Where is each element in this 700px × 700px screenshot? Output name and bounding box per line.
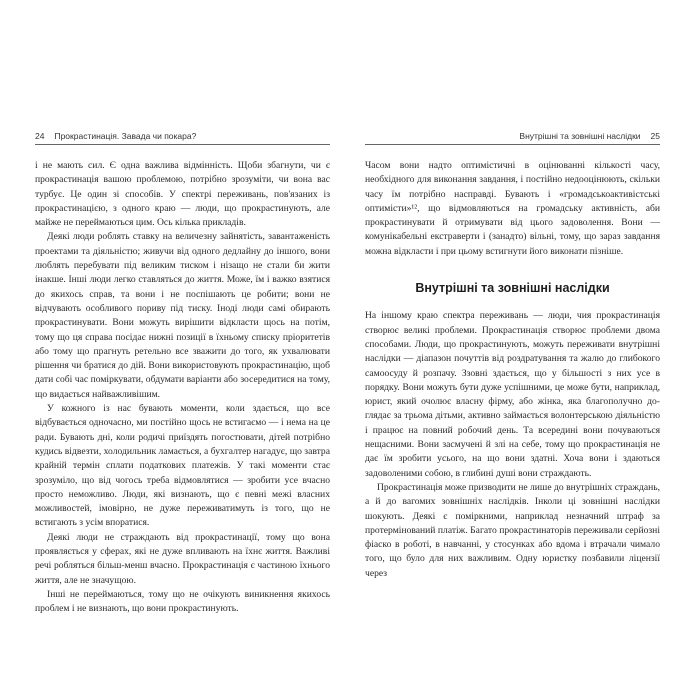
paragraph: У кожного із нас бувають моменти, коли здається, що все відбувається одночасно, ми постійно щось не встигаємо — і нема на це ради. Бувають дні, коли родичі приїздять погостювати, дітей потрібно кудись відвезти, холодильник ламається, а бухгалтер нагадує, що завтра крайній термін сплати податкових платежів. У такі моменти стає зрозуміло, що від чогось треба відмовлятися — зробити усе вчасно просто неможливо. Люди, які визнають, що є певні межі власних можливостей, імовірно, не дуже переживатимуть із того, що не встигають з усім впоратися. — [35, 403, 330, 529]
left-running-title: Прокрастинація. Завада чи покара? — [54, 131, 197, 141]
left-page — [35, 130, 330, 617]
paragraph: На іншому краю спектра переживань — люди, чия прокрастинація створює великі проблеми. Прокрастинація створює проблеми двома способами. Люди, що прокрастинують, можуть переживати внутрішні наслідки — діапазон почуттів від роздратування та жалю до глибокого самоосуду й розпачу. Ззовні здається, що у більшості з них усе в порядку. Вони можуть бути дуже успішними, це може бути, наприклад, юрист, який очолює власну фірму, або жінка, яка благополучно доглядає за трьома дітьми, активно займається волонтерською діяльністю і працює на повний робочий день. Та всередині вони почуваються нещасними. Вони засмучені й злі на себе, тому що прокрастинація не дає їм зробити усього, на що вони здатні. Хоча вони і здаються задоволеними собою, в глибині душі вони страждають. — [365, 310, 660, 479]
left-page-number: 24 — [35, 131, 45, 141]
section-heading: Внутрішні та зовнішні наслідки — [415, 281, 610, 296]
left-running-head — [35, 130, 330, 145]
paragraph: Прокрастинація може призводити не лише до внутрішніх страждань, а й до вагомих зовнішніх наслідків. Інколи ці зовнішні наслідки шокують. Деякі є поміркними, наприклад незначний штраф за протермінований платіж. Багато прокрастинаторів переживали серйозні фіаско в роботі, в навчанні, у стосунках або вдома і втрачали чимало того, що було для них важливим. Одну юристку позбавили ліцензії через — [365, 481, 660, 579]
paragraph: Часом вони надто оптимістичні в оцінюванні кількості часу, необхідного для виконання завдання, і постійно недооцінюють, скільки часу їм потрібно насправді. Бувають і «громадськоактивістські оптимісти»¹², що відмовляються на громадську активність, аби прокрастинувати й отримувати від цього задоволення. Вони — комунікабельні екстраверти і (занадто) вільні, тому, що зараз завдання можна відкласти і при цьому встигнути його виконати пізніше. — [365, 160, 660, 257]
paragraph: Інші не переймаються, тому що не очікують виникнення якихось проблем і не визнають, що вони прокрастинують. — [35, 588, 330, 615]
right-running-title: Внутрішні та зовнішні наслідки — [519, 131, 641, 141]
right-page-body — [365, 159, 660, 581]
paragraph: Деякі люди не страждають від прокрастинації, тому що вона проявляється у сферах, які не дуже впливають на їхнє життя. Важливі речі робляться більш-менш вчасно. Прокрастинація є частиною їхнього життя, але не значущою. — [35, 531, 330, 586]
right-page — [365, 130, 660, 581]
right-page-number: 25 — [650, 131, 660, 141]
paragraph: і не мають сил. Є одна важлива відмінність. Щоби збагнути, чи є прокрастинація вашою проблемою, потрібно зрозуміти, чи вона вас турбує. Це один зі способів. У спектрі переживань, пов'язаних із прокрастинацією, з одного краю — люди, що прокрастинують, але майже не переймаються цим. Ось кілька прикладів. — [35, 160, 330, 229]
paragraph: Деякі люди роблять ставку на величезну зайнятість, завантаженість проектами та діяльністю; живучи від одного дедлайну до іншого, вони люблять перебувати під великим тиском і нізащо не стали би жити інакше. Інші люди легко ставляться до життя. Може, їм і важко взятися до якихось справ, та вони і не поспішають це робити; вони не відчувають особливого пориву під тиску. Іноді люди самі обирають прокрастинувати. Вони можуть вирішити відкласти щось на потім, тому що ця справа посідає нижні позиції в їхньому списку пріоритетів або тому що прагнуть ретельно все зважити до того, як ухвалювати рішення чи братися до дій. Вони використовують прокрастинацію, щоб дати собі час поміркувати, обдумати варіанти або зосередитися на тому, що видається найважливішим. — [35, 231, 330, 400]
left-page-body — [35, 159, 330, 617]
right-running-head — [365, 130, 660, 145]
